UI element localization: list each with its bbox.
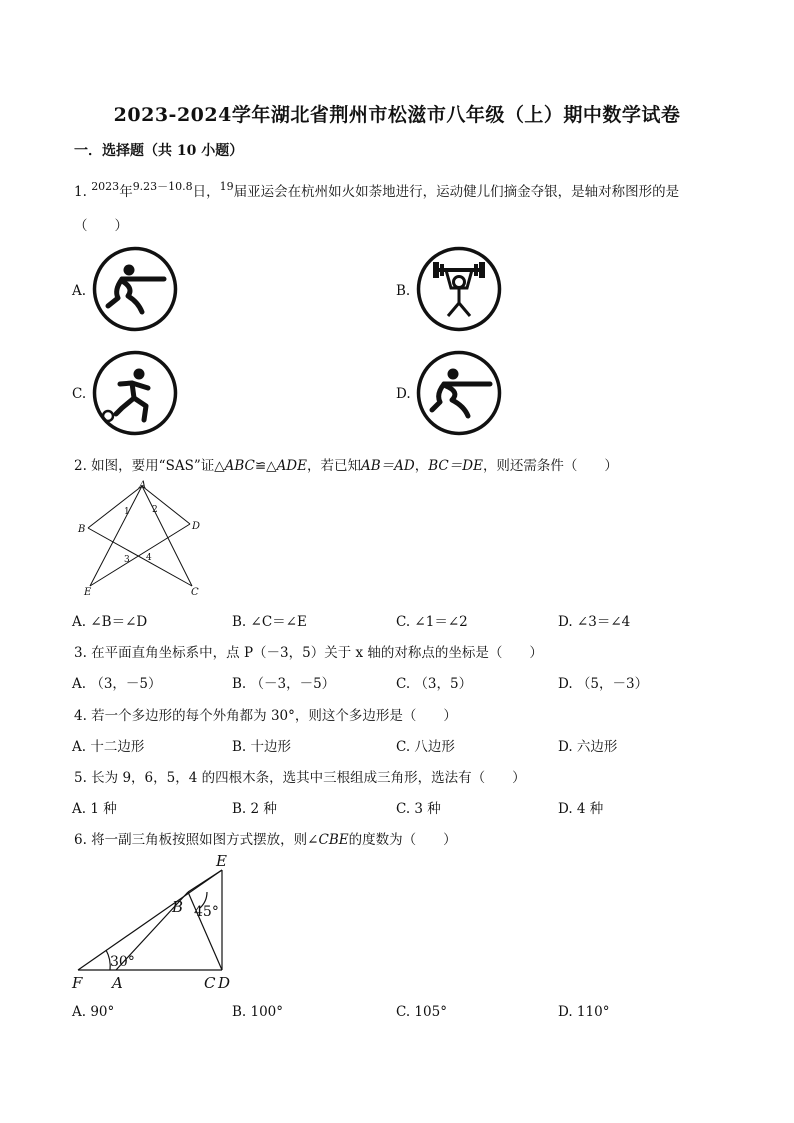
q2-option-a: A. ∠B＝∠D — [72, 614, 148, 630]
q4-option-a: A. 十二边形 — [72, 739, 145, 755]
q3-option-d: D. （5，－3） — [558, 676, 649, 692]
set-square-figure — [70, 850, 245, 995]
fig2-label-c: C — [191, 587, 199, 598]
q2-option-b: B. ∠C＝∠E — [232, 614, 307, 630]
question-3-text: 3. 在平面直角坐标系中，点 P（－3，5）关于 x 轴的对称点的坐标是（ ） — [74, 645, 543, 661]
q3-option-b: B. （－3，－5） — [232, 676, 336, 692]
fig6-label-b: B — [172, 898, 184, 916]
q5-option-c: C. 3 种 — [396, 801, 441, 817]
q4-option-c: C. 八边形 — [396, 739, 455, 755]
fig2-label-e: E — [84, 587, 92, 598]
q1-option-d-label: D. — [396, 386, 411, 402]
q4-option-d: D. 六边形 — [558, 739, 618, 755]
q3-option-c: C. （3，5） — [396, 676, 473, 692]
weightlifter-pictogram-icon — [416, 246, 502, 332]
question-5-text: 5. 长为 9，6，5，4 的四根木条，选其中三根组成三角形，选法有（ ） — [74, 770, 526, 786]
runner-pictogram-icon — [92, 246, 178, 332]
fig6-label-a: A — [112, 974, 123, 992]
q6-option-b: B. 100° — [232, 1004, 284, 1020]
q2-option-d: D. ∠3＝∠4 — [558, 614, 631, 630]
q6-option-d: D. 110° — [558, 1004, 610, 1020]
fig2-angle-2: 2 — [152, 505, 158, 515]
fig6-label-c: C — [204, 974, 216, 992]
question-4-text: 4. 若一个多边形的每个外角都为 30°，则这个多边形是（ ） — [74, 708, 457, 724]
q5-option-b: B. 2 种 — [232, 801, 277, 817]
q4-option-b: B. 十边形 — [232, 739, 292, 755]
q2-option-c: C. ∠1＝∠2 — [396, 614, 468, 630]
fig2-label-d: D — [192, 521, 201, 532]
q6-option-c: C. 105° — [396, 1004, 447, 1020]
fig2-angle-3: 3 — [124, 555, 130, 565]
question-6-text: 6. 将一副三角板按照如图方式摆放，则∠CBE的度数为（ ） — [74, 832, 457, 848]
fig2-angle-4: 4 — [146, 553, 152, 563]
question-1-text: 1. $^{2023}$年$^{9.23-10.8}$日，$^{19}$届亚运会在杭州如火如荼地进行，运动健儿们摘金夺银，是轴对称图形的是 — [74, 180, 680, 200]
fig6-angle-45: 45° — [194, 904, 219, 920]
exam-title: 2023-2024学年湖北省荆州市松滋市八年级（上）期中数学试卷 — [113, 104, 681, 126]
q1-option-a-label: A. — [72, 283, 87, 299]
fig2-label-a: A — [139, 480, 147, 491]
question-2-text: 2. 如图，要用“SAS”证△ABC≌△ADE，若已知AB＝AD，BC＝DE，则还需条件（ ） — [74, 458, 618, 474]
q1-option-b-label: B. — [396, 283, 411, 299]
soccer-pictogram-icon — [92, 350, 178, 436]
fig2-angle-1: 1 — [124, 507, 130, 517]
question-1-paren: （ ） — [74, 218, 128, 234]
fig2-label-b: B — [78, 524, 86, 535]
fig6-label-d: D — [218, 974, 231, 992]
fig6-angle-30: 30° — [110, 954, 135, 970]
q1-option-c-label: C. — [72, 386, 87, 402]
section-heading: 一．选择题（共 10 小题） — [74, 143, 244, 159]
q3-option-a: A. （3，－5） — [72, 676, 162, 692]
q5-option-d: D. 4 种 — [558, 801, 604, 817]
q5-option-a: A. 1 种 — [72, 801, 117, 817]
fig6-label-e: E — [216, 852, 227, 870]
fig6-label-f: F — [72, 974, 83, 992]
fencer-pictogram-icon — [416, 350, 502, 436]
star-triangle-figure — [72, 478, 212, 598]
q6-option-a: A. 90° — [72, 1004, 115, 1020]
